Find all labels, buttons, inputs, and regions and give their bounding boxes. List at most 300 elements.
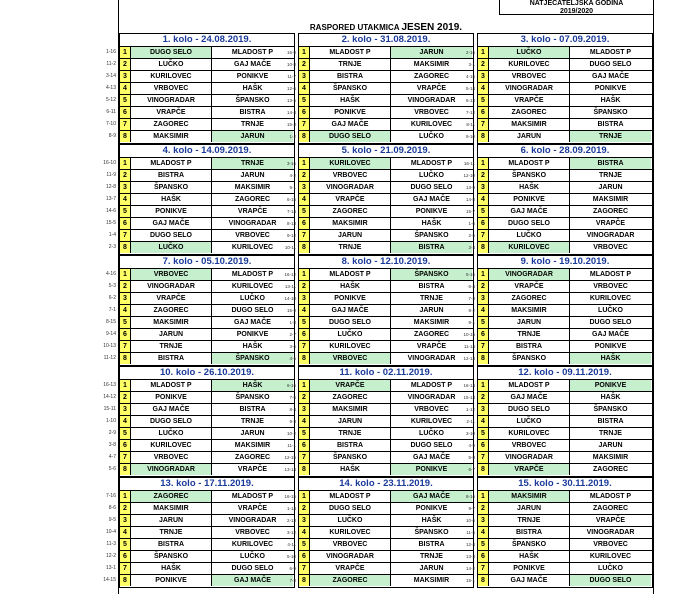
match-pairing: 7-8	[289, 578, 296, 583]
match-row	[463, 341, 652, 353]
match-number: 6	[478, 218, 489, 229]
match-number: 5	[299, 428, 310, 439]
away-team: TRNJE	[570, 131, 651, 142]
match-row	[463, 329, 652, 341]
match-number: 7	[120, 230, 131, 241]
match-pairing: 6-4	[468, 284, 475, 289]
match-row	[289, 353, 473, 365]
away-team: VRBOVEC	[235, 529, 270, 536]
match-number: 5	[478, 428, 489, 439]
away-team: PONIKVE	[415, 208, 448, 215]
match-number: 8	[120, 131, 131, 142]
away-team: JARUN	[419, 565, 444, 572]
match-pairing: 5-10	[286, 554, 296, 559]
match-row	[105, 83, 294, 95]
match-row	[468, 59, 652, 71]
match-row	[284, 242, 473, 254]
match-row	[103, 353, 294, 365]
match-number: 7	[299, 563, 310, 574]
home-team: PONIKVE	[131, 575, 212, 586]
match-pairing: 15-5	[105, 220, 116, 226]
away-team: VINOGRADAR	[407, 394, 456, 401]
home-team: BISTRA	[131, 170, 212, 181]
match-pairing: 8-2	[468, 308, 475, 313]
home-team: ZAGOREC	[489, 293, 570, 304]
match-pairing: 5-14	[465, 86, 475, 91]
away-team: MLADOST P	[410, 160, 453, 167]
match-number: 7	[478, 341, 489, 352]
match-pairing: 9-12	[286, 233, 296, 238]
away-team: VINOGRADAR	[228, 220, 277, 227]
match-row	[105, 119, 294, 131]
match-number: 3	[478, 404, 489, 415]
away-team: PONIKVE	[391, 464, 472, 475]
home-team: VRAPČE	[131, 107, 212, 118]
home-team: ZAGOREC	[131, 119, 212, 130]
match-pairing: 4-2	[289, 173, 296, 178]
away-team: VRBOVEC	[235, 232, 270, 239]
match-number: 2	[478, 281, 489, 292]
away-team: BISTRA	[418, 283, 445, 290]
match-row	[289, 182, 473, 194]
match-row	[287, 71, 473, 83]
home-team: LUČKO	[489, 47, 570, 58]
match-pairing: 9-14	[105, 331, 116, 337]
home-team: ZAGOREC	[310, 206, 391, 217]
match-number: 4	[299, 83, 310, 94]
home-team: DUGO SELO	[310, 503, 391, 514]
match-pairing: 13-9	[465, 185, 475, 190]
match-pairing: 3-12	[286, 530, 296, 535]
match-number: 3	[478, 71, 489, 82]
match-number: 6	[299, 218, 310, 229]
match-number: 3	[478, 515, 489, 526]
match-row	[465, 404, 652, 416]
match-row	[463, 392, 652, 404]
home-team: KURILOVEC	[131, 440, 212, 451]
home-team: ŠPANSKO	[310, 452, 391, 463]
round-title: 9. kolo - 19.10.2019.	[478, 256, 652, 269]
home-team: ZAGOREC	[310, 392, 391, 403]
match-row	[465, 515, 652, 527]
match-row	[463, 353, 652, 365]
match-pairing: 14-8	[465, 197, 475, 202]
round-title: 15. kolo - 30.11.2019.	[478, 478, 652, 491]
schedule-sheet	[103, 0, 654, 594]
round-title: 3. kolo - 07.09.2019.	[478, 34, 652, 47]
match-pairing: 9-3	[289, 419, 296, 424]
match-row	[103, 392, 294, 404]
match-row	[465, 194, 652, 206]
match-row	[468, 503, 652, 515]
match-number: 1	[120, 47, 131, 58]
away-team: GAJ MAČE	[413, 454, 450, 461]
match-number: 3	[120, 404, 131, 415]
match-number: 8	[478, 131, 489, 142]
title-prefix: RASPORED UTAKMICA	[309, 23, 400, 32]
match-number: 4	[120, 305, 131, 316]
match-pairing: 10-6	[465, 518, 475, 523]
match-pairing: 16-13	[103, 382, 116, 388]
match-row	[289, 575, 473, 587]
match-pairing: 6-15	[286, 197, 296, 202]
match-pairing: 14-6	[105, 208, 116, 214]
match-number: 4	[120, 83, 131, 94]
match-pairing: 4-16	[105, 271, 116, 277]
match-pairing: 1-8	[289, 320, 296, 325]
away-team: HAŠK	[570, 353, 651, 364]
round-title: 1. kolo - 24.08.2019.	[120, 34, 294, 47]
round-title: 11. kolo - 02.11.2019.	[299, 367, 473, 380]
home-team: KURILOVEC	[489, 242, 570, 253]
away-team: BISTRA	[570, 158, 651, 169]
away-team: GAJ MAČE	[592, 331, 629, 338]
home-team: HAŠK	[131, 563, 212, 574]
match-row	[103, 575, 294, 587]
away-team: KURILOVEC	[231, 244, 274, 251]
match-number: 1	[299, 269, 310, 280]
home-team: VRBOVEC	[310, 539, 391, 550]
home-team: JARUN	[489, 131, 570, 142]
match-pairing: 10-4	[105, 529, 116, 535]
match-row	[465, 539, 652, 551]
match-row	[106, 170, 294, 182]
match-row	[284, 293, 473, 305]
match-row	[465, 47, 652, 59]
round-title: 7. kolo - 05.10.2019.	[120, 256, 294, 269]
match-number: 6	[120, 218, 131, 229]
match-number: 3	[478, 182, 489, 193]
away-team: VINOGRADAR	[586, 529, 635, 536]
round-block	[284, 255, 474, 366]
away-team: HAŠK	[421, 517, 442, 524]
home-team: GAJ MAČE	[489, 206, 570, 217]
match-pairing: 3-8	[108, 442, 116, 448]
match-pairing: 1-2	[289, 134, 296, 139]
match-pairing: 8-16	[465, 494, 475, 499]
match-row	[108, 452, 294, 464]
match-pairing: 11-9	[106, 172, 116, 178]
away-team: ŠPANSKO	[235, 394, 270, 401]
match-row	[463, 158, 652, 170]
match-pairing: 1-16	[105, 49, 116, 55]
match-pairing: 13-3	[465, 554, 475, 559]
match-row	[289, 341, 473, 353]
match-row	[287, 539, 473, 551]
away-team: BISTRA	[418, 541, 445, 548]
match-row	[105, 95, 294, 107]
away-team: LUČKO	[240, 295, 265, 302]
away-team: VINOGRADAR	[586, 232, 635, 239]
match-number: 8	[299, 353, 310, 364]
match-number: 7	[120, 341, 131, 352]
round-block	[463, 255, 653, 366]
match-row	[105, 551, 294, 563]
home-team: VINOGRADAR	[131, 95, 212, 106]
match-pairing: 16-14	[463, 383, 475, 388]
match-row	[468, 293, 652, 305]
home-team: BISTRA	[310, 440, 391, 451]
home-team: ZAGOREC	[489, 107, 570, 118]
match-number: 8	[299, 131, 310, 142]
round-title: 12. kolo - 09.11.2019.	[478, 367, 652, 380]
match-number: 6	[120, 551, 131, 562]
away-team: GAJ MAČE	[592, 73, 629, 80]
match-pairing: 12-2	[105, 553, 116, 559]
match-pairing: 11-14	[463, 344, 475, 349]
home-team: HAŠK	[310, 464, 391, 475]
match-number: 8	[120, 353, 131, 364]
home-team: HAŠK	[310, 95, 391, 106]
match-number: 4	[299, 416, 310, 427]
match-row	[465, 182, 652, 194]
away-team: ZAGOREC	[593, 208, 628, 215]
match-number: 2	[299, 281, 310, 292]
match-row	[106, 59, 294, 71]
home-team: VINOGRADAR	[131, 464, 212, 475]
match-number: 3	[120, 293, 131, 304]
home-team: JARUN	[131, 329, 212, 340]
match-pairing: 12-8	[105, 184, 116, 190]
match-row	[286, 83, 473, 95]
away-team: LUČKO	[419, 133, 444, 140]
match-pairing: 14-2	[465, 566, 475, 571]
home-team: LUČKO	[131, 242, 212, 253]
away-team: BISTRA	[239, 406, 266, 413]
match-row	[465, 206, 652, 218]
match-pairing: 7-16	[105, 493, 116, 499]
away-team: TRNJE	[599, 172, 622, 179]
match-number: 8	[478, 464, 489, 475]
match-pairing: 15-1	[465, 578, 475, 583]
match-pairing: 4-9	[468, 443, 475, 448]
away-team: BISTRA	[597, 418, 624, 425]
match-number: 6	[299, 107, 310, 118]
match-row	[103, 380, 294, 392]
match-row	[105, 206, 294, 218]
away-team: VRBOVEC	[593, 244, 628, 251]
match-row	[103, 404, 294, 416]
round-block	[284, 366, 474, 477]
match-pairing: 15-3	[286, 122, 296, 127]
match-number: 6	[478, 329, 489, 340]
match-pairing: 3-6	[289, 344, 296, 349]
match-pairing: 13-5	[286, 98, 296, 103]
match-pairing: 8-4	[289, 407, 296, 412]
home-team: GAJ MAČE	[131, 218, 212, 229]
away-team: PONIKVE	[236, 73, 269, 80]
match-number: 7	[478, 230, 489, 241]
match-row	[103, 158, 294, 170]
match-number: 2	[478, 503, 489, 514]
match-pairing: 4-11	[287, 542, 296, 547]
match-number: 6	[478, 551, 489, 562]
home-team: TRNJE	[489, 515, 570, 526]
away-team: VRAPČE	[416, 85, 447, 92]
match-pairing: 5-6	[108, 466, 116, 472]
match-pairing: 9-1	[468, 320, 475, 325]
match-pairing: 6-7	[468, 467, 475, 472]
away-team: TRNJE	[420, 295, 443, 302]
match-number: 3	[120, 71, 131, 82]
match-pairing: 8-11	[466, 122, 475, 127]
home-team: VINOGRADAR	[131, 281, 212, 292]
match-pairing: 13-1	[105, 565, 116, 571]
match-row	[286, 95, 473, 107]
away-team: MAKSIMIR	[592, 196, 629, 203]
match-number: 6	[299, 551, 310, 562]
match-number: 2	[478, 392, 489, 403]
match-number: 1	[120, 269, 131, 280]
home-team: HAŠK	[489, 182, 570, 193]
away-team: DUGO SELO	[570, 575, 651, 586]
match-pairing: 11-7	[287, 74, 296, 79]
match-number: 5	[120, 428, 131, 439]
match-pairing: 3-1	[468, 62, 475, 67]
match-number: 3	[120, 515, 131, 526]
match-number: 7	[299, 452, 310, 463]
match-pairing: 1-4	[108, 232, 116, 238]
match-number: 2	[299, 170, 310, 181]
away-team: LUČKO	[419, 430, 444, 437]
match-pairing: 3-10	[465, 431, 475, 436]
round-title: 2. kolo - 31.08.2019.	[299, 34, 473, 47]
match-row	[465, 71, 652, 83]
match-number: 7	[299, 341, 310, 352]
away-team: PONIKVE	[594, 343, 627, 350]
away-team: ŠPANSKO	[235, 97, 270, 104]
away-team: MAKSIMIR	[413, 319, 450, 326]
match-number: 1	[478, 158, 489, 169]
away-team: VRAPČE	[237, 208, 268, 215]
match-row	[108, 242, 294, 254]
match-number: 2	[120, 170, 131, 181]
away-team: PONIKVE	[570, 380, 651, 391]
match-row	[466, 119, 652, 131]
away-team: MLADOST P	[589, 49, 632, 56]
match-pairing: 15-13	[463, 395, 475, 400]
match-row	[108, 515, 294, 527]
away-team: TRNJE	[212, 158, 293, 169]
match-number: 4	[299, 527, 310, 538]
match-pairing: 7-1	[108, 307, 116, 313]
home-team: MLADOST P	[310, 491, 391, 502]
home-team: GAJ MAČE	[489, 392, 570, 403]
match-row	[289, 404, 473, 416]
match-pairing: 8-6	[108, 505, 116, 511]
match-row	[105, 317, 294, 329]
home-team: VRBOVEC	[131, 83, 212, 94]
home-team: VRBOVEC	[310, 170, 391, 181]
match-number: 5	[299, 317, 310, 328]
away-team: TRNJE	[420, 553, 443, 560]
match-pairing: 12-6	[286, 86, 296, 91]
away-team: ZAGOREC	[235, 196, 270, 203]
match-number: 5	[120, 95, 131, 106]
match-row	[105, 218, 294, 230]
round-block	[465, 33, 653, 144]
home-team: BISTRA	[310, 71, 391, 82]
away-team: VRAPČE	[595, 517, 626, 524]
match-pairing: 5-8	[468, 455, 475, 460]
match-number: 5	[478, 206, 489, 217]
match-number: 8	[478, 353, 489, 364]
match-number: 7	[120, 119, 131, 130]
home-team: BISTRA	[131, 539, 212, 550]
away-team: ZAGOREC	[593, 466, 628, 473]
match-number: 5	[299, 206, 310, 217]
away-team: DUGO SELO	[231, 307, 274, 314]
match-number: 5	[120, 206, 131, 217]
match-row	[286, 59, 473, 71]
match-number: 1	[120, 380, 131, 391]
match-number: 2	[478, 170, 489, 181]
match-number: 3	[478, 293, 489, 304]
home-team: TRNJE	[489, 329, 570, 340]
match-number: 2	[120, 392, 131, 403]
round-title: 14. kolo - 23.11.2019.	[299, 478, 473, 491]
away-team: LUČKO	[598, 565, 623, 572]
home-team: VRBOVEC	[131, 269, 212, 280]
match-number: 4	[478, 83, 489, 94]
home-team: LUČKO	[310, 329, 391, 340]
match-pairing: 2-16	[465, 50, 475, 55]
match-pairing: 11-2	[106, 61, 116, 67]
away-team: ŠPANSKO	[391, 269, 472, 280]
home-team: MAKSIMIR	[131, 317, 212, 328]
match-pairing: 13-14	[284, 467, 296, 472]
match-number: 2	[299, 392, 310, 403]
away-team: VINOGRADAR	[228, 517, 277, 524]
season-box	[499, 0, 653, 15]
home-team: ŠPANSKO	[310, 83, 391, 94]
match-pairing: 14-4	[286, 110, 296, 115]
away-team: GAJ MAČE	[234, 319, 271, 326]
match-number: 3	[299, 182, 310, 193]
home-team: GAJ MAČE	[489, 575, 570, 586]
match-row	[286, 194, 473, 206]
home-team: PONIKVE	[310, 293, 391, 304]
match-pairing: 15-9	[286, 308, 296, 313]
match-number: 2	[120, 503, 131, 514]
home-team: JARUN	[310, 230, 391, 241]
home-team: DUGO SELO	[131, 230, 212, 241]
match-row	[289, 131, 473, 143]
home-team: VRAPČE	[310, 380, 391, 391]
away-team: ŠPANSKO	[593, 109, 628, 116]
away-team: HAŠK	[242, 85, 263, 92]
match-row	[108, 230, 294, 242]
home-team: MLADOST P	[310, 269, 391, 280]
away-team: DUGO SELO	[589, 61, 632, 68]
match-row	[105, 194, 294, 206]
away-team: LUČKO	[598, 307, 623, 314]
match-pairing: 2-7	[289, 332, 296, 337]
match-pairing: 9-5	[108, 517, 116, 523]
match-pairing: 7-12	[465, 110, 475, 115]
match-row	[105, 182, 294, 194]
match-pairing: 12-4	[465, 542, 475, 547]
match-row	[466, 527, 652, 539]
match-pairing: 9-10	[465, 134, 475, 139]
away-team: ŠPANSKO	[414, 232, 449, 239]
match-number: 4	[299, 305, 310, 316]
match-number: 7	[299, 119, 310, 130]
away-team: GAJ MAČE	[391, 491, 472, 502]
round-block	[465, 477, 653, 588]
round-block	[103, 366, 295, 477]
match-row	[286, 305, 473, 317]
